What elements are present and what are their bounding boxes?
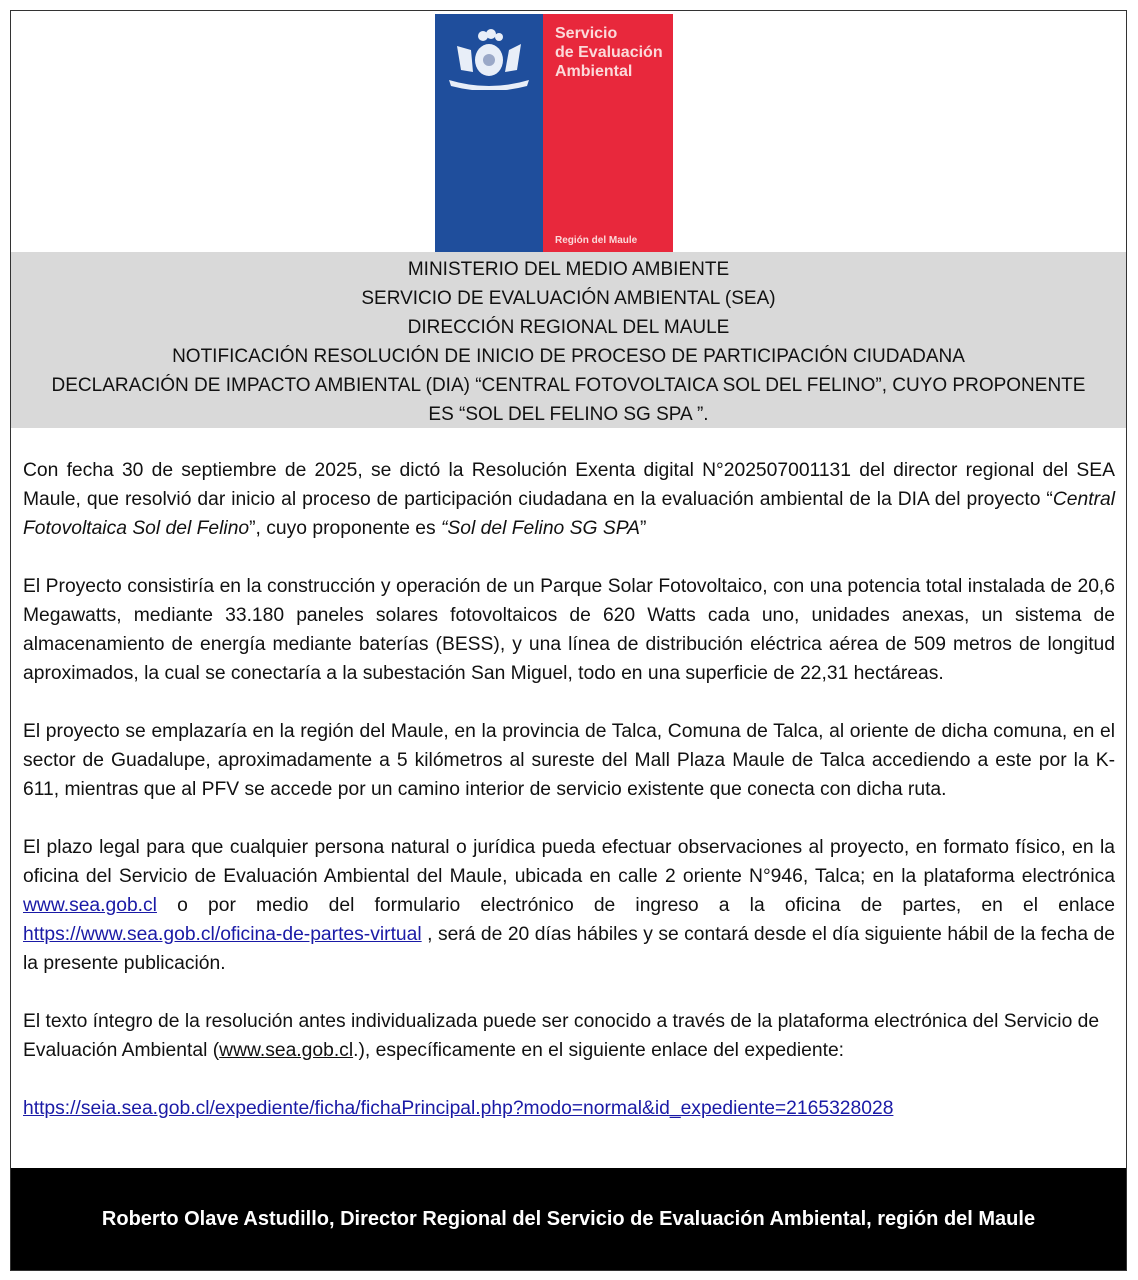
logo-title-line: Ambiental — [555, 63, 633, 80]
sea-website-link[interactable]: www.sea.gob.cl — [23, 895, 157, 916]
text: o por medio del formulario electrónico de ingreso a la oficina de partes, en el enlace — [156, 895, 1115, 916]
text: ” — [640, 518, 647, 539]
logo-region: Región del Maule — [555, 235, 638, 246]
text: Con fecha 30 de septiembre de 2025, se dictó la Resolución Exenta digital N°202507001131 del director regional del SEA Maule, que resolvió dar inicio al proceso de participación ciudadana en la evaluación ambiental de la DIA del proyecto “ — [23, 460, 1115, 510]
text: .), específicamente en el siguiente enlace del expediente: — [353, 1040, 845, 1061]
paragraph-resolution — [23, 456, 1115, 543]
logo-title-line: de Evaluación — [555, 44, 663, 61]
project-name: Central Fotovoltaica Sol del Felino — [23, 489, 1115, 539]
chile-coat-of-arms-icon — [447, 26, 531, 90]
sea-website-link[interactable]: www.sea.gob.cl — [219, 1040, 354, 1061]
header-line: MINISTERIO DEL MEDIO AMBIENTE — [407, 259, 730, 280]
header-line: DECLARACIÓN DE IMPACTO AMBIENTAL (DIA) “CENTRAL FOTOVOLTAICA SOL DEL FELINO”, CUYO PROPONENTE — [51, 375, 1086, 396]
paragraph-project: El Proyecto consistiría en la construcción y operación de un Parque Solar Fotovoltaico, con una potencia total instalada de 20,6 Megawatts, mediante 33.180 paneles solares fotovoltaicos de 620 Watts cada uno, unidades anexas, un sistema de almacenamiento de energía mediante baterías (BESS), y una línea de distribución eléctrica aérea de 509 metros de longitud aproximados, la cual se conectaría a la subestación San Miguel, todo en una superficie de 22,31 hectáreas. — [23, 576, 1115, 684]
text: ”, cuyo proponente es — [249, 518, 442, 539]
expediente-link[interactable]: https://seia.sea.gob.cl/expediente/ficha/fichaPrincipal.php?modo=normal&id_expediente=2165328028 — [23, 1098, 894, 1119]
text: El texto íntegro de la resolución antes individualizada puede ser conocido a través de la plataforma electrónica del Servicio de Evaluación Ambiental ( — [23, 1011, 1100, 1061]
logo-title-line: Servicio — [555, 25, 618, 42]
paragraph-expediente — [23, 1094, 1115, 1123]
paragraph-location: El proyecto se emplazaría en la región del Maule, en la provincia de Talca, Comuna de Talca, al oriente de dicha comuna, en el sector de Guadalupe, aproximadamente a 5 kilómetros al sureste del Mall Plaza Maule de Talca accediendo a este por la K-611, mientras que al PFV se accede por un camino interior de servicio existente que conecta con dicha ruta. — [23, 721, 1115, 800]
logo-red-panel — [543, 14, 673, 252]
header-line: ES “SOL DEL FELINO SG SPA ”. — [428, 404, 709, 425]
text: , será de 20 días hábiles y se contará desde el día siguiente hábil de la fecha de la presente publicación. — [23, 924, 1115, 974]
header-line: SERVICIO DE EVALUACIÓN AMBIENTAL (SEA) — [361, 288, 776, 309]
logo-blue-panel — [435, 14, 543, 252]
sea-logo — [435, 14, 673, 252]
header-line: NOTIFICACIÓN RESOLUCIÓN DE INICIO DE PROCESO DE PARTICIPACIÓN CIUDADANA — [172, 346, 965, 367]
proponent-name: “Sol del Felino SG SPA — [441, 518, 640, 539]
header-line: DIRECCIÓN REGIONAL DEL MAULE — [407, 317, 730, 338]
paragraph-full-text — [23, 1007, 1115, 1065]
virtual-office-link[interactable]: https://www.sea.gob.cl/oficina-de-partes-virtual — [23, 924, 422, 945]
header-band — [11, 252, 1126, 428]
paragraph-deadline — [23, 833, 1115, 978]
text: El plazo legal para que cualquier persona natural o jurídica pueda efectuar observaciones al proyecto, en formato físico, en la oficina del Servicio de Evaluación Ambiental del Maule, ubicada en calle 2 oriente N°946, Talca; en la plataforma electrónica — [23, 837, 1115, 887]
notice-body — [23, 456, 1115, 1152]
signature-footer: Roberto Olave Astudillo, Director Regional del Servicio de Evaluación Ambiental, región del Maule — [11, 1168, 1126, 1270]
